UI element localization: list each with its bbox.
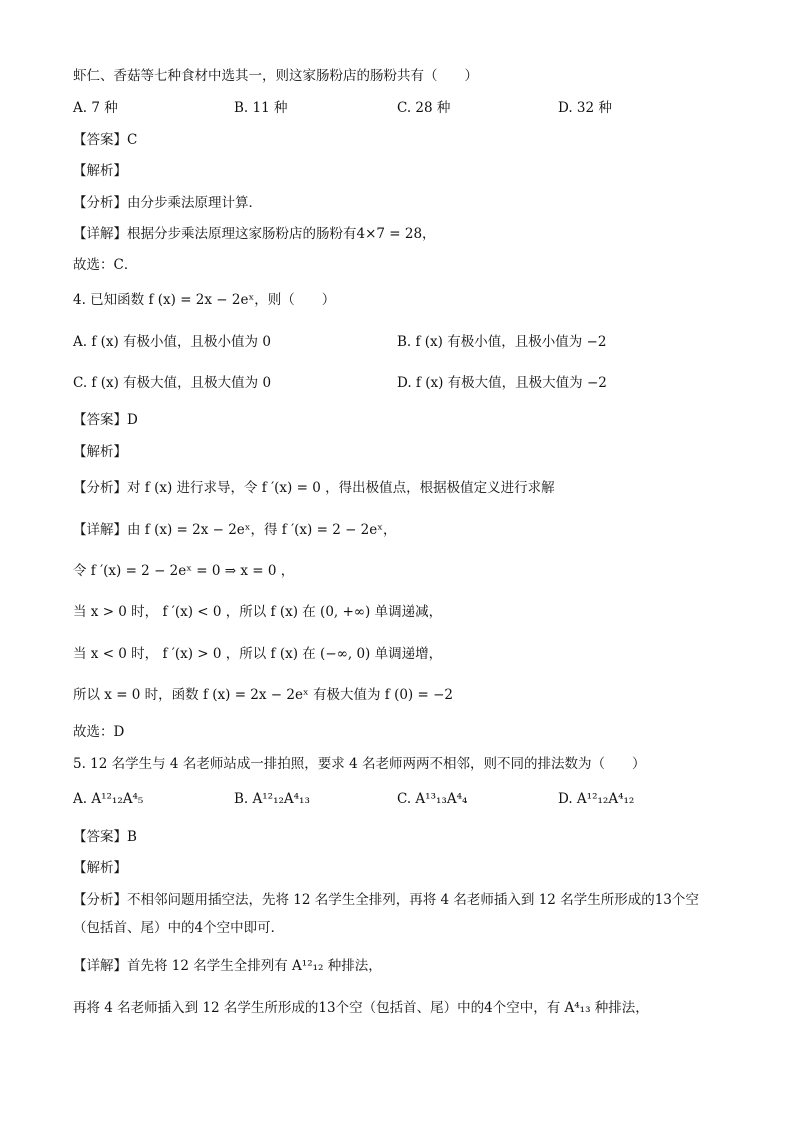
- q4-detail: 【详解】由 f (x) = 2x − 2eˣ，得 f ′(x) = 2 − 2eˣ，: [73, 522, 397, 538]
- q3-choose: 故选：C．: [73, 257, 138, 273]
- q3-option-b: B. 11 种: [234, 100, 288, 116]
- q3-option-d: D. 32 种: [558, 100, 612, 116]
- q4-option-a: A. f (x) 有极小值，且极小值为 0: [73, 334, 271, 350]
- q5-option-d: D. A¹²₁₂A⁴₁₂: [558, 791, 635, 807]
- q4-option-b: B. f (x) 有极小值，且极小值为 −2: [397, 334, 607, 350]
- q4-answer: 【答案】D: [73, 412, 138, 428]
- q5-answer: 【答案】B: [73, 829, 137, 845]
- q5-option-a: A. A¹²₁₂A⁴₅: [73, 791, 144, 807]
- q4-step-2: 当 x > 0 时， f ′(x) < 0 ，所以 f (x) 在 (0, +∞) 单调递减，: [73, 604, 443, 620]
- q4-stem: 4. 已知函数 f (x) = 2x − 2eˣ，则（ ）: [73, 292, 336, 308]
- q4-step-4: 所以 x = 0 时，函数 f (x) = 2x − 2eˣ 有极大值为 f (0) = −2: [73, 687, 453, 703]
- q5-detail: 【详解】首先将 12 名学生全排列有 A¹²₁₂ 种排法，: [73, 958, 382, 974]
- q4-step-1: 令 f ′(x) = 2 − 2eˣ = 0 ⇒ x = 0 ，: [73, 563, 295, 579]
- q5-option-c: C. A¹³₁₃A⁴₄: [397, 791, 468, 807]
- q4-option-c: C. f (x) 有极大值，且极大值为 0: [73, 375, 272, 391]
- q5-jiexi-heading: 【解析】: [73, 860, 127, 876]
- q3-analysis: 【分析】由分步乘法原理计算．: [73, 195, 262, 211]
- q3-option-c: C. 28 种: [397, 100, 451, 116]
- q4-step-3: 当 x < 0 时， f ′(x) > 0 ，所以 f (x) 在 (−∞, 0) 单调递增，: [73, 646, 443, 662]
- q3-jiexi-heading: 【解析】: [73, 163, 127, 179]
- q5-option-b: B. A¹²₁₂A⁴₁₃: [234, 791, 310, 807]
- q5-step-1: 再将 4 名老师插入到 12 名学生所形成的13个空（包括首、尾）中的4个空中，有 A⁴₁₃ 种排法，: [73, 1000, 649, 1016]
- q3-stem-tail: 虾仁、香菇等七种食材中选其一，则这家肠粉店的肠粉共有（ ）: [73, 68, 478, 84]
- q3-answer: 【答案】C: [73, 132, 138, 148]
- q4-jiexi-heading: 【解析】: [73, 444, 127, 460]
- q4-analysis: 【分析】对 f (x) 进行求导，令 f ′(x) = 0 ，得出极值点，根据极值定义进行求解: [73, 480, 555, 496]
- q4-choose: 故选：D: [73, 724, 125, 740]
- q5-stem: 5. 12 名学生与 4 名老师站成一排拍照，要求 4 名老师两两不相邻，则不同的排法数为（ ）: [73, 756, 646, 772]
- q3-detail: 【详解】根据分步乘法原理这家肠粉店的肠粉有4×7 = 28，: [73, 226, 436, 242]
- q3-option-a: A. 7 种: [73, 100, 118, 116]
- q5-analysis: 【分析】不相邻问题用插空法，先将 12 名学生全排列，再将 4 名老师插入到 12 名学生所形成的13个空（包括首、尾）中的4个空中即可．: [73, 892, 699, 936]
- q4-option-d: D. f (x) 有极大值，且极大值为 −2: [397, 375, 607, 391]
